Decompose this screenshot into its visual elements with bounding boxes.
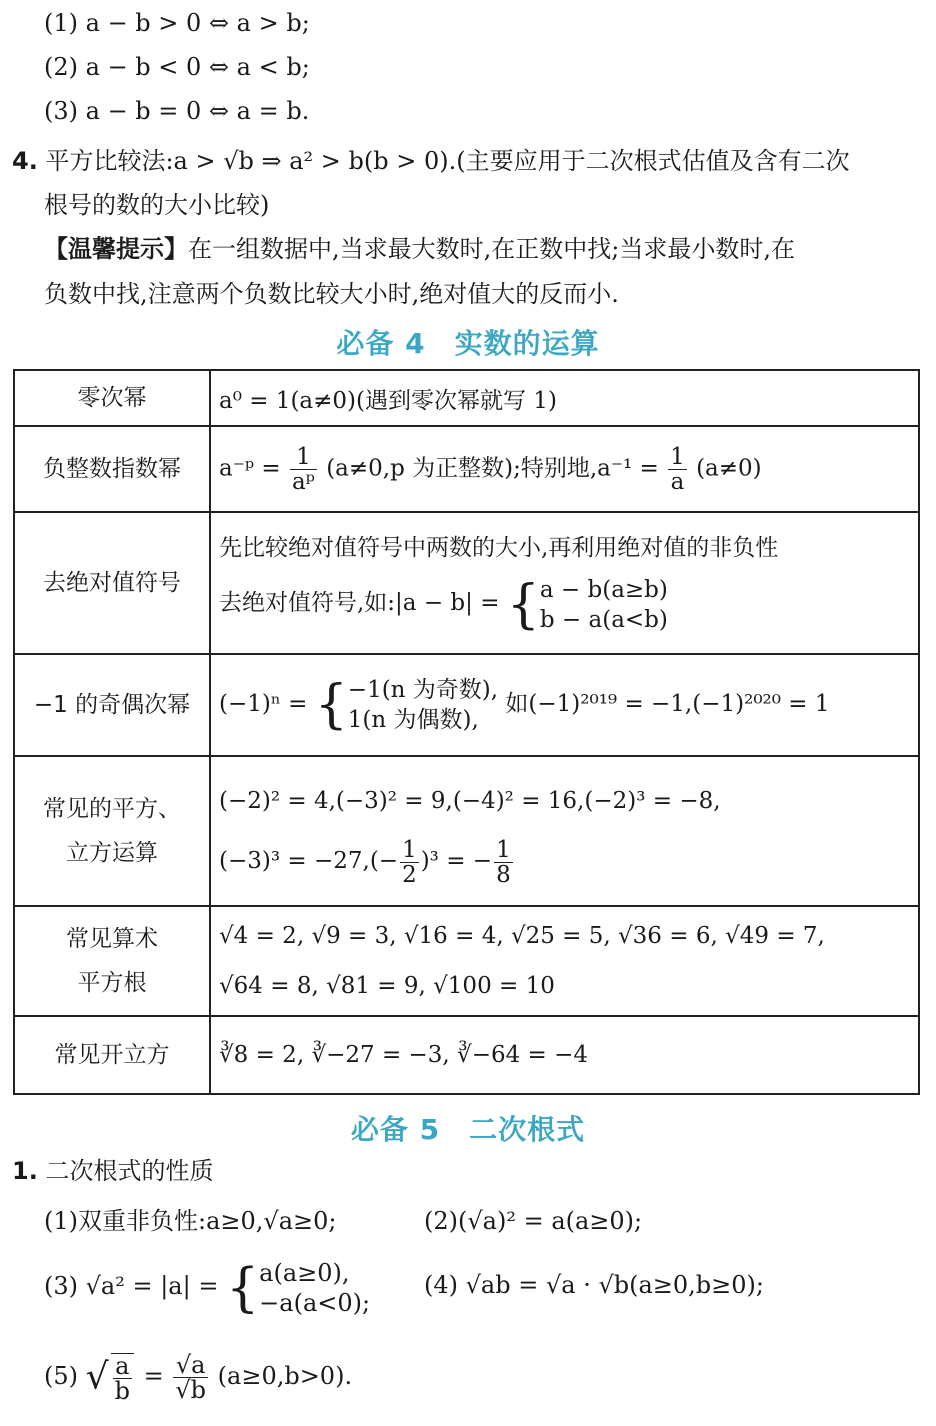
property-3-case1: a(a≥0),: [259, 1259, 350, 1288]
left-brace-icon: {: [506, 574, 540, 635]
row-content-square-cube: [210, 756, 919, 906]
neg-one-case1: −1(n 为奇数),: [347, 677, 499, 703]
property-5-frac-top: a: [113, 1354, 132, 1379]
property-3-pre: (3) √a² = |a| =: [44, 1272, 219, 1300]
section-title-bibei4: 必备 4 实数的运算: [336, 327, 600, 360]
row-content-negative-exponent: [210, 426, 919, 512]
square-cube-line1: (−2)² = 4,(−3)² = 9,(−4)² = 16,(−2)³ = −8,: [219, 788, 721, 814]
property-5-frac2-top: √a: [173, 1353, 208, 1378]
row-header-square-roots: [14, 906, 210, 1016]
property-3-case2: −a(a<0);: [259, 1289, 371, 1318]
square-cube-header-2: 立方运算: [66, 840, 158, 866]
table-row: [14, 426, 919, 512]
square-cube-frac: [400, 838, 419, 887]
row-header-square-cube: [14, 756, 210, 906]
row-header-zero-power: 零次幂: [14, 370, 210, 426]
square-cube-frac2-bot: 8: [496, 861, 511, 888]
square-cube-frac2: [494, 838, 513, 887]
neg-exp-frac2-top: 1: [670, 443, 685, 470]
neg-exp-fraction: [290, 445, 317, 494]
operations-table: [13, 369, 920, 1095]
row-header-absolute-value: 去绝对值符号: [14, 512, 210, 654]
row-content-square-roots: [210, 906, 919, 1016]
item-4-line2: 根号的数的大小比较): [44, 191, 270, 219]
neg-one-pre: (−1)ⁿ =: [219, 691, 308, 717]
abs-cases: [507, 569, 668, 639]
property-5-frac2: [173, 1353, 208, 1402]
table-row: [14, 654, 919, 756]
property-5: [44, 1348, 352, 1406]
tip-text1: 在一组数据中,当求最大数时,在正数中找;当求最小数时,在: [188, 235, 795, 263]
left-brace-icon: {: [314, 675, 348, 735]
neg-exp-frac2-bot: a: [670, 468, 685, 495]
square-cube-line2-mid: )³ = −: [420, 848, 493, 874]
property-5-post: (a≥0,b>0).: [217, 1362, 353, 1390]
neg-one-case2: 1(n 为偶数),: [347, 707, 479, 733]
square-cube-frac-top: 1: [402, 836, 417, 863]
tip-line1: [44, 234, 795, 264]
square-cube-frac-bot: 2: [402, 861, 417, 888]
neg-exp-frac-bot: aᵖ: [291, 468, 315, 495]
square-cube-line2-pre: (−3)³ = −27,(−: [219, 848, 399, 874]
square-roots-line2: √64 = 8, √81 = 9, √100 = 10: [219, 973, 555, 999]
row-content-neg-one-power: [210, 654, 919, 756]
square-cube-line2: [219, 831, 910, 891]
list-item-3: (3) a − b = 0 ⇔ a = b.: [44, 97, 310, 125]
sqrt-icon: √: [85, 1356, 109, 1398]
abs-line1: 先比较绝对值符号中两数的大小,再利用绝对值的非负性: [219, 534, 779, 561]
square-cube-frac2-top: 1: [496, 836, 511, 863]
row-content-cube-roots: ∛8 = 2, ∛−27 = −3, ∛−64 = −4: [210, 1016, 919, 1094]
left-brace-icon: {: [226, 1258, 260, 1319]
square-cube-header-1: 常见的平方、: [43, 796, 181, 822]
neg-exp-mid: (a≠0,p 为正整数);特别地,a⁻¹ =: [326, 455, 659, 481]
tip-line2: 负数中找,注意两个负数比较大小时,绝对值大的反而小.: [44, 280, 619, 308]
abs-case2: b − a(a<b): [539, 606, 668, 633]
table-row: [14, 370, 919, 426]
row-header-neg-one-power: −1 的奇偶次幂: [14, 654, 210, 756]
property-4: (4) √ab = √a · √b(a≥0,b≥0);: [424, 1271, 764, 1299]
neg-one-post: 如(−1)²⁰¹⁹ = −1,(−1)²⁰²⁰ = 1: [505, 691, 830, 717]
row-header-cube-roots: 常见开立方: [14, 1016, 210, 1094]
item-4-number: 4.: [12, 147, 38, 175]
abs-line2-pre: 去绝对值符号,如:|a − b| =: [219, 589, 500, 616]
neg-exp-pre: a⁻ᵖ =: [219, 455, 281, 481]
property-5-frac-bot: b: [114, 1376, 130, 1405]
neg-one-cases: [315, 675, 498, 735]
tip-label: 【温馨提示】: [44, 235, 188, 263]
property-5-frac2-bot: √b: [175, 1376, 207, 1404]
property-3: [44, 1256, 370, 1318]
row-content-zero-power: a⁰ = 1(a≠0)(遇到零次幂就写 1): [210, 370, 919, 426]
section-title-bibei5: 必备 5 二次根式: [350, 1113, 586, 1146]
square-roots-line1: √4 = 2, √9 = 3, √16 = 4, √25 = 5, √36 = 6, √49 = 7,: [219, 923, 825, 949]
table-row: [14, 906, 919, 1016]
property-1: (1)双重非负性:a≥0,√a≥0;: [44, 1207, 337, 1235]
property-5-eq: =: [143, 1362, 164, 1390]
row-header-negative-exponent: 负整数指数幂: [14, 426, 210, 512]
section5-item-heading: [12, 1156, 213, 1186]
row-content-absolute-value: [210, 512, 919, 654]
table-row: [14, 512, 919, 654]
property-3-cases: [226, 1257, 370, 1319]
item-4-text: 平方比较法:a > √b ⇒ a² > b(b > 0).(主要应用于二次根式估值及含有二次: [45, 147, 850, 175]
square-roots-header-1: 常见算术: [66, 926, 158, 952]
list-item-1: (1) a − b > 0 ⇔ a > b;: [44, 9, 310, 37]
table-row: [14, 756, 919, 906]
section5-item-number: 1.: [12, 1157, 38, 1185]
neg-exp-post: (a≠0): [696, 455, 762, 481]
property-5-frac: [111, 1353, 134, 1403]
property-2: (2)(√a)² = a(a≥0);: [424, 1207, 643, 1235]
list-item-2: (2) a − b < 0 ⇔ a < b;: [44, 53, 310, 81]
neg-exp-fraction-2: [668, 445, 687, 494]
item-4-line1: [12, 146, 850, 176]
table-row: [14, 1016, 919, 1094]
property-5-pre: (5): [44, 1362, 78, 1390]
abs-case1: a − b(a≥b): [539, 576, 668, 603]
abs-line2: [219, 568, 910, 639]
neg-exp-frac-top: 1: [290, 445, 317, 470]
square-roots-header-2: 平方根: [77, 970, 147, 996]
section5-item-title: 二次根式的性质: [45, 1157, 214, 1185]
